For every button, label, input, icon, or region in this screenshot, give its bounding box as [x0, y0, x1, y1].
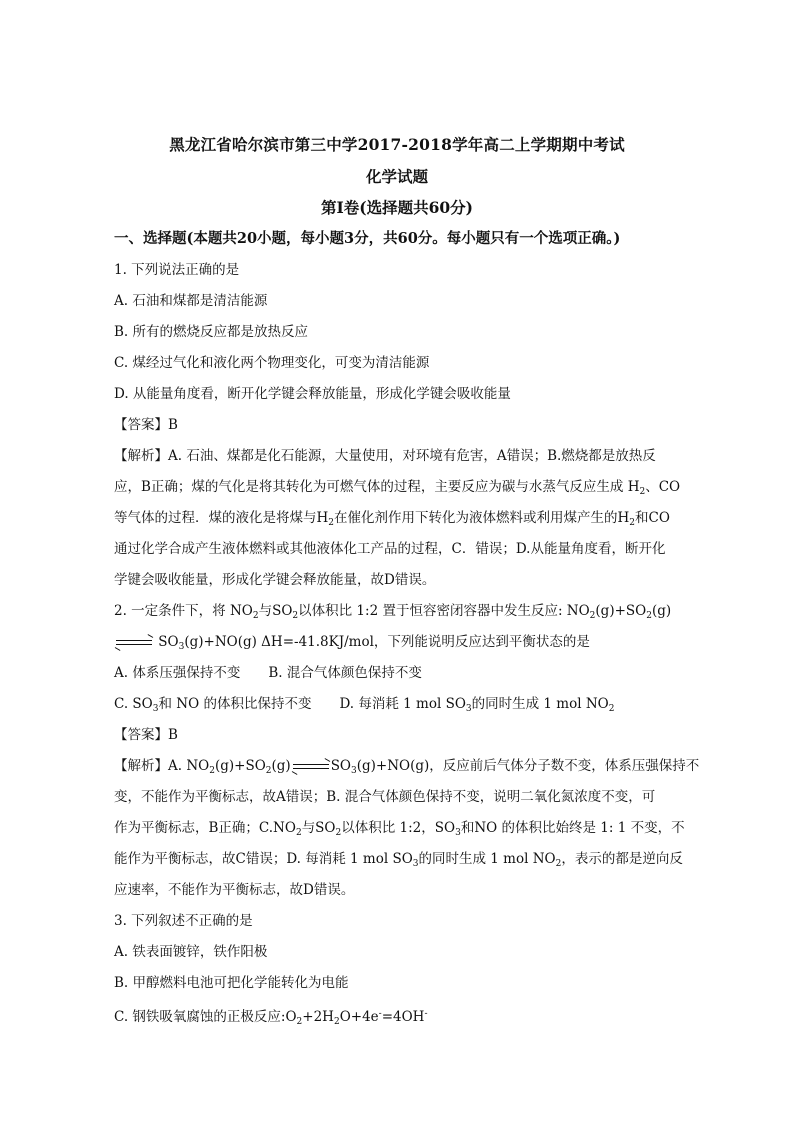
- q2-explanation-line: 能作为平衡标志，故C错误；D. 每消耗 1 mol $SO_3$的同时生成 1 mol $NO_2$，表示的都是逆向反: [114, 851, 683, 869]
- equilibrium-arrow-icon: [116, 639, 152, 647]
- q1-explanation-line: 应，B正确；煤的气化是将其转化为可燃气体的过程，主要反应为碳与水蒸气反应生成 $H_2$、CO: [114, 479, 681, 497]
- q1-option-a: A. 石油和煤都是清洁能源: [114, 293, 268, 309]
- exam-title: 黑龙江省哈尔滨市第三中学2017-2018学年高二上学期期中考试: [169, 135, 625, 154]
- q2-explanation-line: 【解析】A. $NO_2(g)+SO_2(g)$ $SO_3(g)+NO(g)$，反应前后气体分子数不变，体系压强保持不: [114, 758, 700, 776]
- q2-option-a: A. 体系压强保持不变: [114, 665, 241, 681]
- q1-explanation-line: 学键会吸收能量，形成化学键会释放能量，故D错误。: [114, 572, 436, 588]
- q2-option-c: C. $SO_3$和 NO 的体积比保持不变: [114, 696, 312, 714]
- q2-option-d: D. 每消耗 1 mol $SO_3$的同时生成 1 mol $NO_2$: [339, 696, 615, 714]
- q1-answer: 【答案】B: [114, 417, 178, 433]
- q3-option-a: A. 铁表面镀锌，铁作阳极: [114, 944, 268, 960]
- q2-explanation-line: 应速率，不能作为平衡标志，故D错误。: [114, 882, 355, 898]
- q2-stem: 2. 一定条件下，将 $NO_2$与$SO_2$以体积比 1:2 置于恒容密闭容器中发生反应: $NO_2(g)+SO_2(g)$: [114, 603, 672, 621]
- q1-option-d: D. 从能量角度看，断开化学键会释放能量，形成化学键会吸收能量: [114, 386, 511, 402]
- q1-explanation-line: 通过化学合成产生液体燃料或其他液体化工产品的过程，C．错误；D.从能量角度看，断开化: [114, 541, 666, 557]
- q2-stem-line2: $SO_3(g)+NO(g)$ ΔH=-41.8KJ/mol，下列能说明反应达到平衡状态的是: [114, 632, 590, 657]
- q2-explanation-line: 变，不能作为平衡标志，故A错误；B. 混合气体颜色保持不变，说明二氧化氮浓度不变，可: [114, 789, 656, 805]
- q2-answer: 【答案】B: [114, 727, 178, 743]
- subject-title: 化学试题: [365, 167, 428, 186]
- q2-explanation-line: 作为平衡标志，B正确；$C.NO_2$与$SO_2$以体积比 1:2，$SO_3$和NO 的体积比始终是 1: 1 不变，不: [114, 820, 685, 838]
- q1-explanation-line: 【解析】A. 石油、煤都是化石能源，大量使用，对环境有危害，A错误；B.燃烧都是放热反: [114, 448, 656, 464]
- q1-option-c: C. 煤经过气化和液化两个物理变化，可变为清洁能源: [114, 355, 430, 371]
- volume-title: 第Ⅰ卷(选择题共60分): [321, 198, 473, 217]
- q1-option-b: B. 所有的燃烧反应都是放热反应: [114, 324, 309, 340]
- q3-option-c: C. 钢铁吸氧腐蚀的正极反应$:O_2+2H_2O+4e^-=4OH^-$: [114, 1009, 428, 1027]
- section-heading: 一、选择题(本题共20小题，每小题3分，共60分。每小题只有一个选项正确。): [114, 230, 621, 247]
- q2-options-cd: [114, 694, 614, 719]
- q3-option-b: B. 甲醇燃料电池可把化学能转化为电能: [114, 975, 349, 991]
- equilibrium-arrow-icon: [293, 763, 329, 771]
- q2-option-b: B. 混合气体颜色保持不变: [268, 665, 422, 681]
- q1-stem: 1. 下列说法正确的是: [114, 262, 240, 278]
- q3-stem: 3. 下列叙述不正确的是: [114, 913, 253, 929]
- q1-explanation-line: 等气体的过程．煤的液化是将煤与$H_2$在催化剂作用下转化为液体燃料或利用煤产生的$H_2$和CO: [114, 510, 670, 528]
- q2-options-ab: [114, 663, 422, 683]
